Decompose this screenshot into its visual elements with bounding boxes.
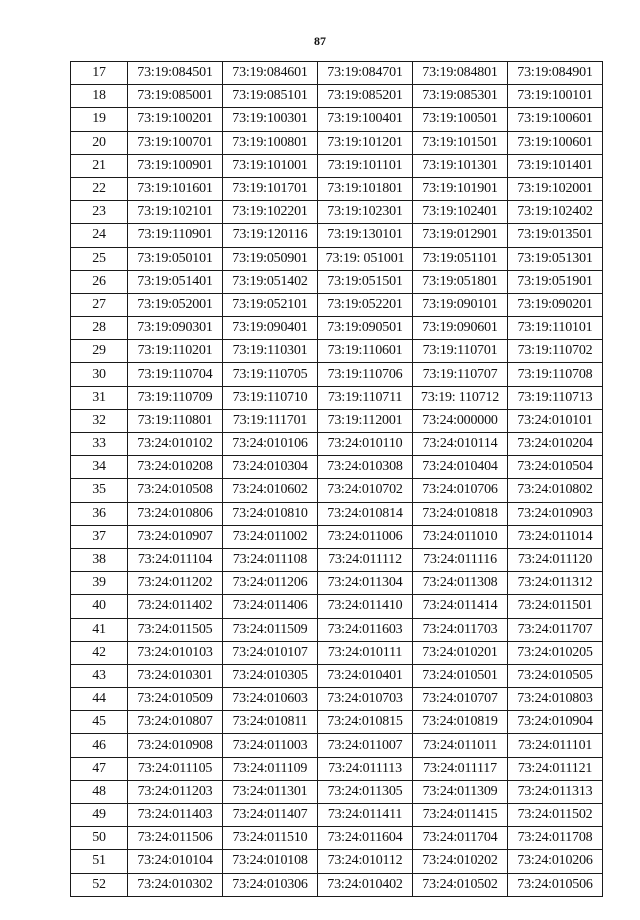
cadastral-code-cell: 73:19:101301 — [413, 154, 508, 177]
cadastral-code-cell: 73:19:101601 — [128, 177, 223, 200]
cadastral-code-cell: 73:24:010903 — [508, 502, 603, 525]
table-row — [71, 270, 603, 293]
cadastral-code-cell: 73:19:112001 — [318, 409, 413, 432]
cadastral-code-cell: 73:24:010204 — [508, 433, 603, 456]
cadastral-code-cell: 73:19:100501 — [413, 108, 508, 131]
cadastral-code-cell: 73:19:110701 — [413, 340, 508, 363]
row-number-cell: 49 — [71, 804, 128, 827]
cadastral-code-cell: 73:24:010504 — [508, 456, 603, 479]
cadastral-code-cell: 73:19:100801 — [223, 131, 318, 154]
cadastral-code-cell: 73:24:010103 — [128, 641, 223, 664]
cadastral-code-cell: 73:19:084901 — [508, 62, 603, 85]
row-number-cell: 29 — [71, 340, 128, 363]
cadastral-code-cell: 73:24:011113 — [318, 757, 413, 780]
cadastral-code-cell: 73:19:110711 — [318, 386, 413, 409]
cadastral-code-cell: 73:19:110708 — [508, 363, 603, 386]
table-row — [71, 618, 603, 641]
cadastral-code-cell: 73:24:010304 — [223, 456, 318, 479]
table-row — [71, 177, 603, 200]
cadastral-code-cell: 73:24:010306 — [223, 873, 318, 896]
row-number-cell: 23 — [71, 201, 128, 224]
cadastral-code-cell: 73:24:010603 — [223, 688, 318, 711]
table-row — [71, 780, 603, 803]
cadastral-code-cell: 73:24:010305 — [223, 664, 318, 687]
table-row — [71, 711, 603, 734]
row-number-cell: 18 — [71, 85, 128, 108]
cadastral-code-cell: 73:24:011502 — [508, 804, 603, 827]
cadastral-code-cell: 73:19:110704 — [128, 363, 223, 386]
cadastral-code-cell: 73:24:010810 — [223, 502, 318, 525]
cadastral-code-cell: 73:24:011104 — [128, 548, 223, 571]
cadastral-code-cell: 73:19: 051001 — [318, 247, 413, 270]
table-row — [71, 62, 603, 85]
cadastral-code-cell: 73:24:011007 — [318, 734, 413, 757]
cadastral-code-cell: 73:19:100601 — [508, 108, 603, 131]
cadastral-code-cell: 73:19:013501 — [508, 224, 603, 247]
cadastral-code-cell: 73:24:010811 — [223, 711, 318, 734]
cadastral-code-cell: 73:24:011014 — [508, 525, 603, 548]
cadastral-code-cell: 73:24:011203 — [128, 780, 223, 803]
cadastral-code-cell: 73:24:010201 — [413, 641, 508, 664]
table-row — [71, 572, 603, 595]
cadastral-code-cell: 73:19:090301 — [128, 317, 223, 340]
cadastral-code-cell: 73:24:010706 — [413, 479, 508, 502]
table-row — [71, 85, 603, 108]
cadastral-code-cell: 73:19:110713 — [508, 386, 603, 409]
table-row — [71, 502, 603, 525]
row-number-cell: 19 — [71, 108, 128, 131]
cadastral-code-cell: 73:24:010202 — [413, 850, 508, 873]
cadastral-code-cell: 73:24:011109 — [223, 757, 318, 780]
cadastral-code-cell: 73:19:110709 — [128, 386, 223, 409]
table-row — [71, 247, 603, 270]
row-number-cell: 36 — [71, 502, 128, 525]
cadastral-code-cell: 73:19:101401 — [508, 154, 603, 177]
cadastral-code-cell: 73:19:012901 — [413, 224, 508, 247]
cadastral-code-cell: 73:24:010301 — [128, 664, 223, 687]
cadastral-code-cell: 73:24:010802 — [508, 479, 603, 502]
table-body — [71, 62, 603, 897]
cadastral-code-cell: 73:24:011117 — [413, 757, 508, 780]
table-row — [71, 850, 603, 873]
cadastral-code-cell: 73:19:101801 — [318, 177, 413, 200]
table-row — [71, 479, 603, 502]
table-row — [71, 409, 603, 432]
cadastral-code-cell: 73:19:130101 — [318, 224, 413, 247]
table-row — [71, 293, 603, 316]
cadastral-code-cell: 73:19:110201 — [128, 340, 223, 363]
cadastral-code-cell: 73:24:011703 — [413, 618, 508, 641]
cadastral-code-cell: 73:19:051801 — [413, 270, 508, 293]
cadastral-code-cell: 73:24:011206 — [223, 572, 318, 595]
row-number-cell: 32 — [71, 409, 128, 432]
cadastral-code-cell: 73:19:084801 — [413, 62, 508, 85]
cadastral-code-cell: 73:19:101101 — [318, 154, 413, 177]
cadastral-code-cell: 73:19:102401 — [413, 201, 508, 224]
cadastral-code-cell: 73:19:100101 — [508, 85, 603, 108]
table-row — [71, 595, 603, 618]
cadastral-code-cell: 73:24:011006 — [318, 525, 413, 548]
cadastral-code-cell: 73:24:010819 — [413, 711, 508, 734]
table-row — [71, 154, 603, 177]
cadastral-code-cell: 73:24:010803 — [508, 688, 603, 711]
table-row — [71, 224, 603, 247]
cadastral-code-cell: 73:24:011402 — [128, 595, 223, 618]
cadastral-code-cell: 73:24:010404 — [413, 456, 508, 479]
cadastral-code-cell: 73:24:011309 — [413, 780, 508, 803]
cadastral-code-cell: 73:19:110707 — [413, 363, 508, 386]
cadastral-code-cell: 73:24:011603 — [318, 618, 413, 641]
cadastral-code-cell: 73:24:011011 — [413, 734, 508, 757]
cadastral-code-cell: 73:24:010302 — [128, 873, 223, 896]
cadastral-code-cell: 73:24:010707 — [413, 688, 508, 711]
cadastral-code-cell: 73:24:011506 — [128, 827, 223, 850]
cadastral-code-cell: 73:24:011313 — [508, 780, 603, 803]
cadastral-code-cell: 73:24:011414 — [413, 595, 508, 618]
cadastral-code-cell: 73:24:010206 — [508, 850, 603, 873]
table-row — [71, 201, 603, 224]
cadastral-code-cell: 73:19:102101 — [128, 201, 223, 224]
cadastral-code-cell: 73:19:051501 — [318, 270, 413, 293]
cadastral-code-cell: 73:24:011509 — [223, 618, 318, 641]
cadastral-code-cell: 73:19:101901 — [413, 177, 508, 200]
cadastral-code-cell: 73:19:110705 — [223, 363, 318, 386]
cadastral-code-cell: 73:24:011407 — [223, 804, 318, 827]
table-row — [71, 548, 603, 571]
table-row — [71, 664, 603, 687]
cadastral-code-cell: 73:24:011002 — [223, 525, 318, 548]
cadastral-code-cell: 73:19:100301 — [223, 108, 318, 131]
cadastral-code-cell: 73:19:052101 — [223, 293, 318, 316]
table-row — [71, 641, 603, 664]
cadastral-code-cell: 73:24:010111 — [318, 641, 413, 664]
cadastral-quarters-table — [70, 61, 603, 897]
cadastral-code-cell: 73:19:101001 — [223, 154, 318, 177]
cadastral-code-cell: 73:24:000000 — [413, 409, 508, 432]
cadastral-code-cell: 73:19:101501 — [413, 131, 508, 154]
row-number-cell: 44 — [71, 688, 128, 711]
cadastral-code-cell: 73:24:011301 — [223, 780, 318, 803]
cadastral-code-cell: 73:24:011304 — [318, 572, 413, 595]
cadastral-code-cell: 73:24:010104 — [128, 850, 223, 873]
cadastral-code-cell: 73:24:010815 — [318, 711, 413, 734]
table-row — [71, 734, 603, 757]
row-number-cell: 45 — [71, 711, 128, 734]
cadastral-code-cell: 73:19:090101 — [413, 293, 508, 316]
cadastral-code-cell: 73:19:100601 — [508, 131, 603, 154]
cadastral-code-cell: 73:24:010110 — [318, 433, 413, 456]
cadastral-code-cell: 73:24:011505 — [128, 618, 223, 641]
cadastral-code-cell: 73:24:011403 — [128, 804, 223, 827]
cadastral-code-cell: 73:19:050101 — [128, 247, 223, 270]
row-number-cell: 25 — [71, 247, 128, 270]
cadastral-code-cell: 73:24:010602 — [223, 479, 318, 502]
cadastral-code-cell: 73:19:102402 — [508, 201, 603, 224]
cadastral-code-cell: 73:24:010509 — [128, 688, 223, 711]
table-row — [71, 433, 603, 456]
cadastral-code-cell: 73:24:010108 — [223, 850, 318, 873]
cadastral-code-cell: 73:24:011707 — [508, 618, 603, 641]
cadastral-code-cell: 73:19:052001 — [128, 293, 223, 316]
cadastral-code-cell: 73:19:100901 — [128, 154, 223, 177]
row-number-cell: 33 — [71, 433, 128, 456]
cadastral-code-cell: 73:19:084701 — [318, 62, 413, 85]
row-number-cell: 51 — [71, 850, 128, 873]
cadastral-code-cell: 73:19:085001 — [128, 85, 223, 108]
row-number-cell: 41 — [71, 618, 128, 641]
row-number-cell: 40 — [71, 595, 128, 618]
row-number-cell: 39 — [71, 572, 128, 595]
table-row — [71, 317, 603, 340]
cadastral-code-cell: 73:24:010106 — [223, 433, 318, 456]
row-number-cell: 50 — [71, 827, 128, 850]
cadastral-code-cell: 73:19:110301 — [223, 340, 318, 363]
cadastral-code-cell: 73:24:010814 — [318, 502, 413, 525]
row-number-cell: 52 — [71, 873, 128, 896]
cadastral-code-cell: 73:19:090201 — [508, 293, 603, 316]
cadastral-code-cell: 73:19:100701 — [128, 131, 223, 154]
cadastral-code-cell: 73:24:011112 — [318, 548, 413, 571]
row-number-cell: 24 — [71, 224, 128, 247]
cadastral-code-cell: 73:24:010508 — [128, 479, 223, 502]
cadastral-code-cell: 73:24:010702 — [318, 479, 413, 502]
cadastral-code-cell: 73:24:010907 — [128, 525, 223, 548]
cadastral-code-cell: 73:19:051402 — [223, 270, 318, 293]
cadastral-code-cell: 73:24:011510 — [223, 827, 318, 850]
cadastral-code-cell: 73:24:010502 — [413, 873, 508, 896]
cadastral-code-cell: 73:24:011105 — [128, 757, 223, 780]
cadastral-code-cell: 73:24:010807 — [128, 711, 223, 734]
row-number-cell: 22 — [71, 177, 128, 200]
cadastral-code-cell: 73:19:084601 — [223, 62, 318, 85]
cadastral-code-cell: 73:24:011411 — [318, 804, 413, 827]
cadastral-code-cell: 73:19:101201 — [318, 131, 413, 154]
cadastral-code-cell: 73:24:011406 — [223, 595, 318, 618]
cadastral-code-cell: 73:24:011003 — [223, 734, 318, 757]
cadastral-code-cell: 73:24:011410 — [318, 595, 413, 618]
cadastral-code-cell: 73:24:010818 — [413, 502, 508, 525]
cadastral-code-cell: 73:24:010112 — [318, 850, 413, 873]
cadastral-code-cell: 73:19:110702 — [508, 340, 603, 363]
cadastral-code-cell: 73:24:011415 — [413, 804, 508, 827]
cadastral-code-cell: 73:19:110101 — [508, 317, 603, 340]
cadastral-code-cell: 73:24:011501 — [508, 595, 603, 618]
cadastral-code-cell: 73:19:110601 — [318, 340, 413, 363]
row-number-cell: 37 — [71, 525, 128, 548]
cadastral-code-cell: 73:24:010308 — [318, 456, 413, 479]
cadastral-code-cell: 73:24:011312 — [508, 572, 603, 595]
table-row — [71, 873, 603, 896]
cadastral-code-cell: 73:24:011305 — [318, 780, 413, 803]
cadastral-code-cell: 73:24:010505 — [508, 664, 603, 687]
row-number-cell: 20 — [71, 131, 128, 154]
cadastral-code-cell: 73:19: 110712 — [413, 386, 508, 409]
cadastral-code-cell: 73:19:090501 — [318, 317, 413, 340]
row-number-cell: 34 — [71, 456, 128, 479]
table-row — [71, 386, 603, 409]
cadastral-code-cell: 73:19:052201 — [318, 293, 413, 316]
cadastral-code-cell: 73:24:010401 — [318, 664, 413, 687]
cadastral-code-cell: 73:19:090401 — [223, 317, 318, 340]
row-number-cell: 31 — [71, 386, 128, 409]
table-row — [71, 108, 603, 131]
table-row — [71, 340, 603, 363]
cadastral-code-cell: 73:24:011308 — [413, 572, 508, 595]
cadastral-code-cell: 73:19:102301 — [318, 201, 413, 224]
cadastral-code-cell: 73:24:011108 — [223, 548, 318, 571]
table-row — [71, 363, 603, 386]
cadastral-code-cell: 73:19:120116 — [223, 224, 318, 247]
row-number-cell: 17 — [71, 62, 128, 85]
cadastral-code-cell: 73:24:010208 — [128, 456, 223, 479]
cadastral-code-cell: 73:19:111701 — [223, 409, 318, 432]
table-row — [71, 131, 603, 154]
cadastral-code-cell: 73:24:010102 — [128, 433, 223, 456]
cadastral-code-cell: 73:24:011116 — [413, 548, 508, 571]
cadastral-code-cell: 73:24:011120 — [508, 548, 603, 571]
table-row — [71, 688, 603, 711]
row-number-cell: 26 — [71, 270, 128, 293]
row-number-cell: 47 — [71, 757, 128, 780]
cadastral-code-cell: 73:19:085301 — [413, 85, 508, 108]
table-row — [71, 757, 603, 780]
cadastral-code-cell: 73:24:011708 — [508, 827, 603, 850]
cadastral-code-cell: 73:24:010101 — [508, 409, 603, 432]
cadastral-code-cell: 73:24:010703 — [318, 688, 413, 711]
cadastral-code-cell: 73:19:110801 — [128, 409, 223, 432]
row-number-cell: 28 — [71, 317, 128, 340]
row-number-cell: 43 — [71, 664, 128, 687]
cadastral-code-cell: 73:19:051301 — [508, 247, 603, 270]
row-number-cell: 21 — [71, 154, 128, 177]
cadastral-code-cell: 73:24:010402 — [318, 873, 413, 896]
cadastral-code-cell: 73:24:010806 — [128, 502, 223, 525]
cadastral-code-cell: 73:19:101701 — [223, 177, 318, 200]
cadastral-code-cell: 73:24:011202 — [128, 572, 223, 595]
cadastral-code-cell: 73:19:051901 — [508, 270, 603, 293]
cadastral-code-cell: 73:19:110710 — [223, 386, 318, 409]
cadastral-code-cell: 73:24:011121 — [508, 757, 603, 780]
table-row — [71, 804, 603, 827]
cadastral-code-cell: 73:24:011101 — [508, 734, 603, 757]
cadastral-code-cell: 73:24:010205 — [508, 641, 603, 664]
cadastral-code-cell: 73:24:011604 — [318, 827, 413, 850]
row-number-cell: 27 — [71, 293, 128, 316]
cadastral-code-cell: 73:19:102201 — [223, 201, 318, 224]
cadastral-code-cell: 73:19:050901 — [223, 247, 318, 270]
page-number: 87 — [314, 34, 326, 48]
row-number-cell: 38 — [71, 548, 128, 571]
cadastral-code-cell: 73:19:085101 — [223, 85, 318, 108]
cadastral-code-cell: 73:24:011010 — [413, 525, 508, 548]
row-number-cell: 46 — [71, 734, 128, 757]
cadastral-code-cell: 73:19:051101 — [413, 247, 508, 270]
cadastral-code-cell: 73:19:090601 — [413, 317, 508, 340]
table-row — [71, 525, 603, 548]
cadastral-code-cell: 73:19:100201 — [128, 108, 223, 131]
cadastral-code-cell: 73:24:010904 — [508, 711, 603, 734]
row-number-cell: 35 — [71, 479, 128, 502]
cadastral-code-cell: 73:24:010114 — [413, 433, 508, 456]
cadastral-code-cell: 73:19:084501 — [128, 62, 223, 85]
row-number-cell: 30 — [71, 363, 128, 386]
cadastral-code-cell: 73:19:110706 — [318, 363, 413, 386]
cadastral-code-cell: 73:19:051401 — [128, 270, 223, 293]
cadastral-code-cell: 73:19:100401 — [318, 108, 413, 131]
cadastral-code-cell: 73:19:110901 — [128, 224, 223, 247]
row-number-cell: 48 — [71, 780, 128, 803]
cadastral-code-cell: 73:24:010506 — [508, 873, 603, 896]
cadastral-code-cell: 73:19:085201 — [318, 85, 413, 108]
cadastral-code-cell: 73:24:010908 — [128, 734, 223, 757]
cadastral-code-cell: 73:19:102001 — [508, 177, 603, 200]
table-row — [71, 456, 603, 479]
table-row — [71, 827, 603, 850]
row-number-cell: 42 — [71, 641, 128, 664]
cadastral-code-cell: 73:24:010107 — [223, 641, 318, 664]
cadastral-code-cell: 73:24:010501 — [413, 664, 508, 687]
cadastral-code-cell: 73:24:011704 — [413, 827, 508, 850]
